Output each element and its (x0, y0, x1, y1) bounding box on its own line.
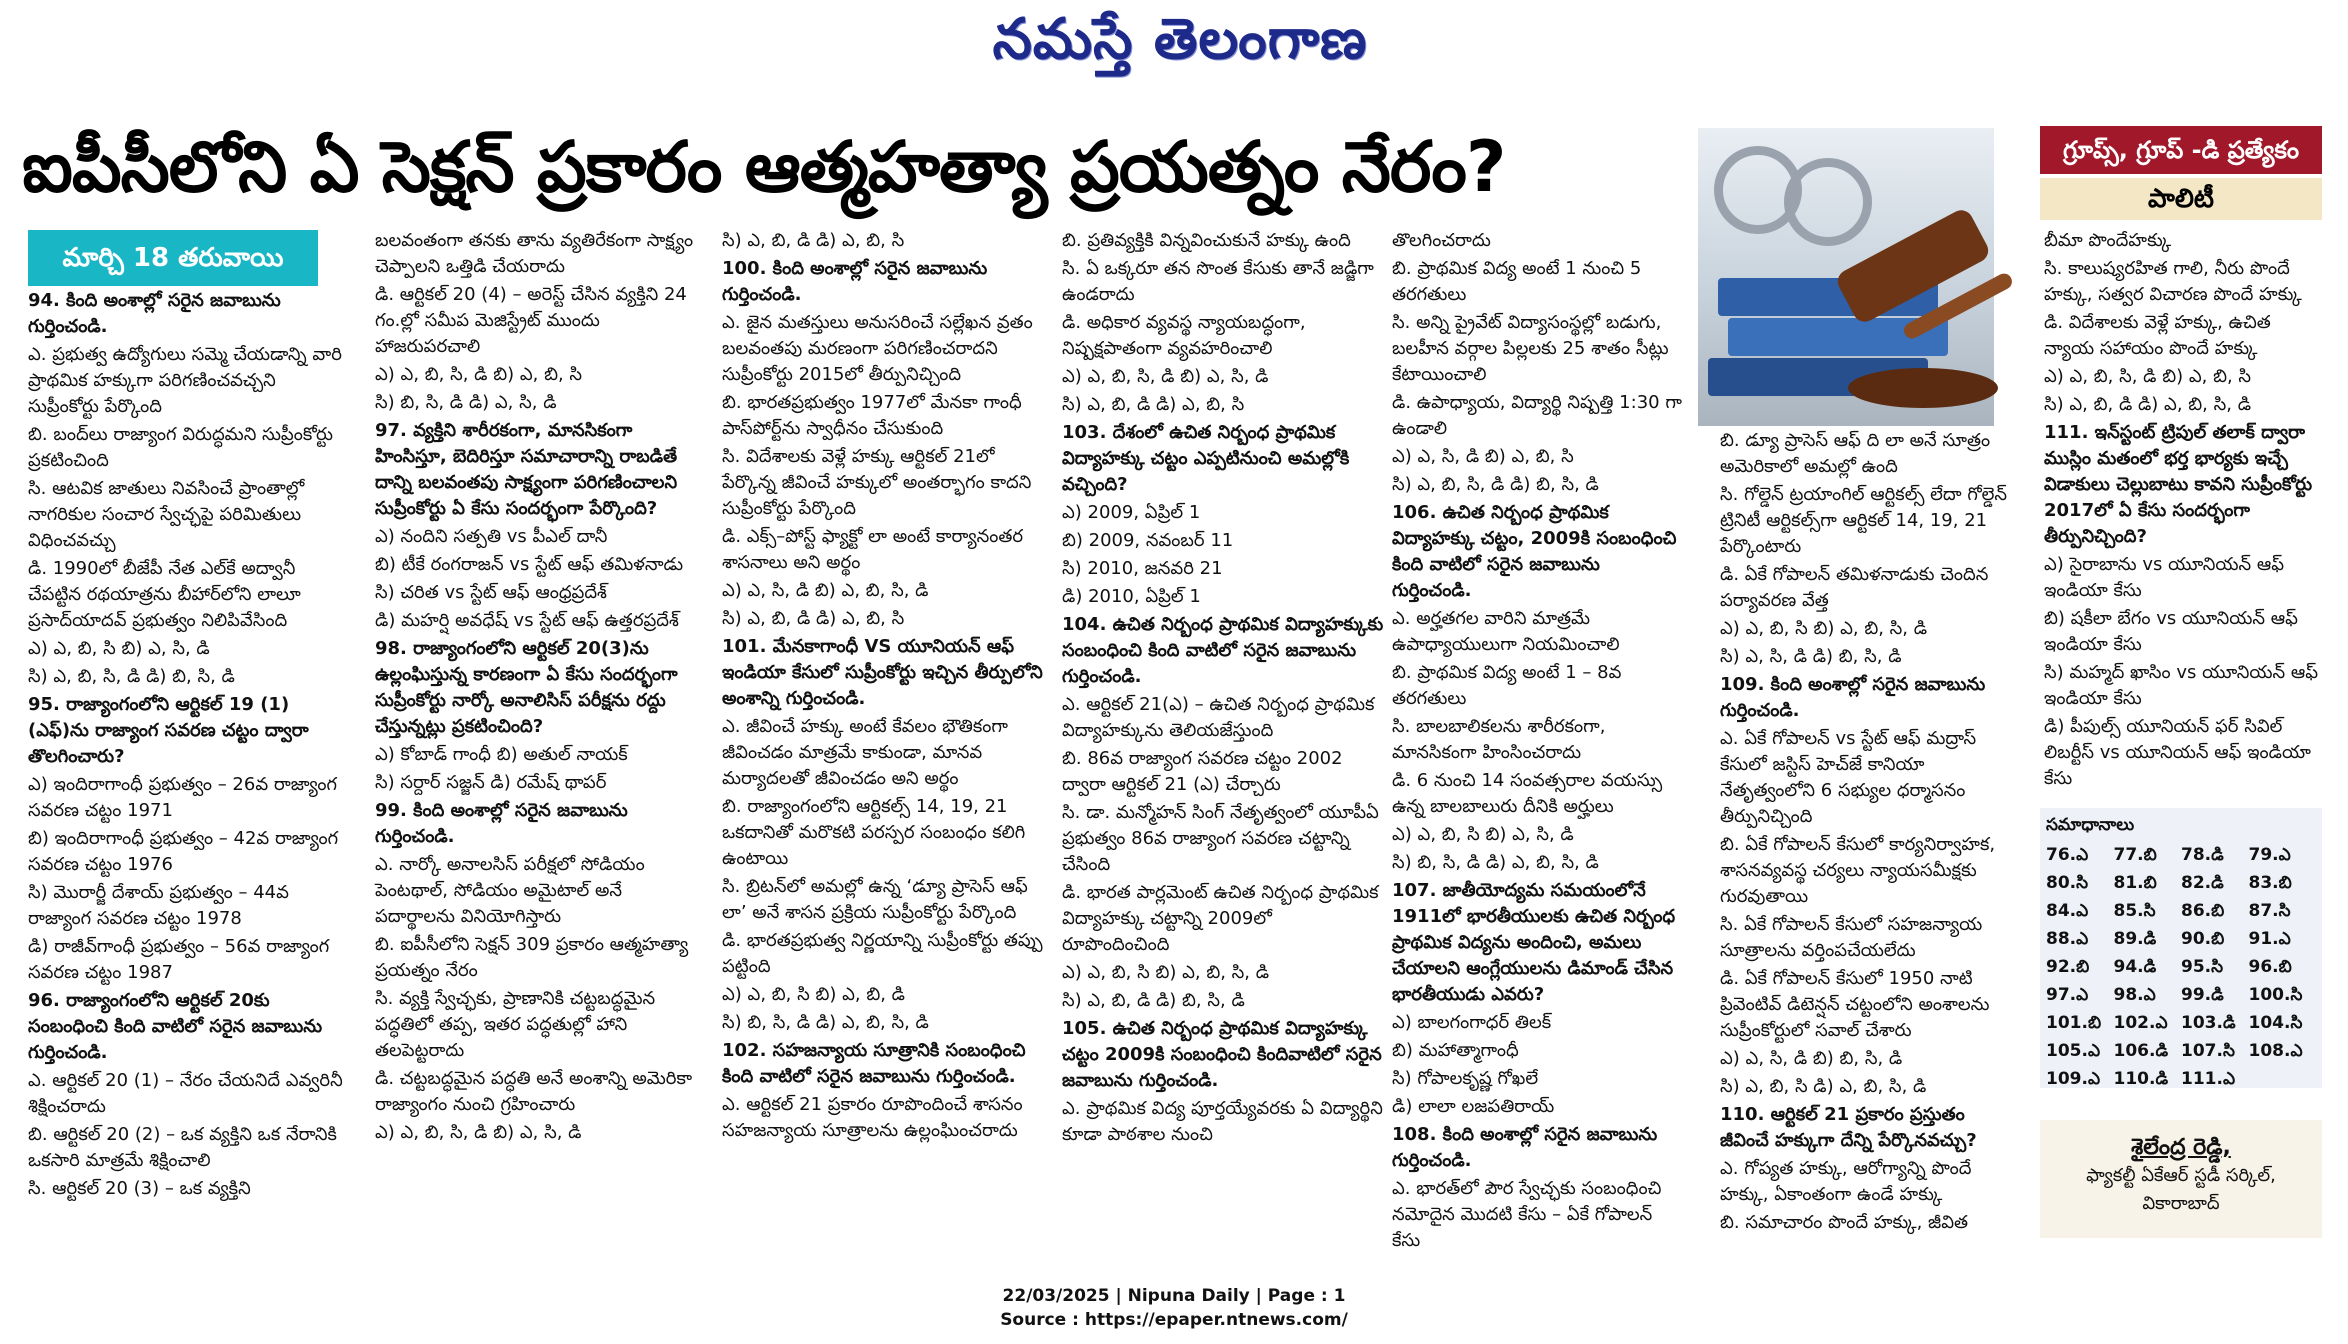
option-text: ఎ. ఆర్టికల్ 21(ఎ) – ఉచిత నిర్బంధ ప్రాథమిక విద్యాహక్కును తెలియజేస్తుంది (1062, 694, 1375, 741)
option-text: సి) మొరార్జీ దేశాయ్ ప్రభుత్వం – 44వ రాజ్యాంగ సవరణ చట్టం 1978 (28, 882, 289, 929)
option-text: ఎ) ఎ, బి, సి బి) ఎ, బి, డి (722, 984, 905, 1005)
section-tag: మార్చి 18 తరువాయి (28, 230, 318, 286)
option-text: సి) ఎ, బి, సి, డి డి) బి, సి, డి (28, 666, 235, 687)
option-text: సి) చరిత vs స్టేట్ ఆఫ్ ఆంధ్రప్రదేశ్ (375, 582, 607, 603)
option-text: సి. బ్రిటన్‌లో అమల్లో ఉన్న ‘డ్యూ ప్రాసెస్ ఆఫ్ లా’ అనే శాసన ప్రక్రియ సుప్రీంకోర్టు పేర్కొంది (722, 876, 1028, 923)
option-text: బి) టీకే రంగరాజన్ vs స్టేట్ ఆఫ్ తమిళనాడు (375, 554, 684, 575)
footer-date-line: 22/03/2025 | Nipuna Daily | Page : 1 (1002, 1286, 1346, 1306)
answer-item: 108.ఎ (2248, 1041, 2303, 1061)
page-headline: ఐపీసీలోని ఏ సెక్షన్ ప్రకారం ఆత్మహత్యా ప్రయత్నం నేరం? (22, 126, 1506, 208)
option-text: సి) ఎ, బి, సి డి) ఎ, బి, సి, డి (1720, 1076, 1927, 1097)
option-text: సి. విదేశాలకు వెళ్లే హక్కు ఆర్టికల్ 21లో పేర్కొన్న జీవించే హక్కులో అంతర్భాగం కాదని సుప్రీంకోర్టు పేర్కొంది (722, 446, 1032, 519)
answer-item: 84.ఎ (2046, 901, 2089, 921)
question-text: 102. సహజన్యాయ సూత్రానికి సంబంధించి కింది వాటిలో సరైన జవాబును గుర్తించండి. (722, 1040, 1026, 1087)
question-text: 95. రాజ్యాంగంలోని ఆర్టికల్ 19 (1) (ఎఫ్)ను రాజ్యాంగ సవరణ చట్టం ద్వారా తొలగించారు? (28, 694, 309, 767)
question-text: 97. వ్యక్తిని శారీరకంగా, మానసికంగా హింసిస్తూ, బెదిరిస్తూ సమాచారాన్ని రాబడితే దాన్ని బలవంతపు సాక్ష్యంగా పరిగణించాలని సుప్రీంకోర్టు ఏ కేసు సందర్భంగా పేర్కొంది? (375, 420, 678, 519)
option-text: ఎ. అర్హతగల వారిని మాత్రమే ఉపాధ్యాయులుగా నియమించాలి (1392, 608, 1620, 655)
option-text: డి. ఏకే గోపాలన్ తమిళనాడుకు చెందిన పర్యావరణ వేత్త (1720, 564, 1989, 611)
article-column-1 (28, 288, 350, 1238)
option-text: ఎ. ఆర్టికల్ 20 (1) – నేరం చేయనిదే ఎవ్వరినీ శిక్షించరాదు (28, 1070, 343, 1117)
option-text: డి) రాజీవ్‌గాంధీ ప్రభుత్వం – 56వ రాజ్యాంగ సవరణ చట్టం 1987 (28, 936, 330, 983)
question-text: 99. కింది అంశాల్లో సరైన జవాబును గుర్తించండి. (375, 800, 628, 847)
option-text: సి) బి, సి, డి డి) ఎ, సి, డి (375, 392, 557, 413)
answer-item: 86.బి (2181, 901, 2225, 921)
option-text: ఎ) నందిని సత్పతి vs పీఎల్ దానీ (375, 526, 608, 547)
answer-item: 94.డి (2113, 957, 2157, 977)
option-text: బి. ప్రాథమిక విద్య అంటే 1 నుంచి 5 తరగతులు (1392, 258, 1642, 305)
question-text: 111. ఇన్‌స్టంట్ ట్రిపుల్ తలాక్ ద్వారా ముస్లిం మతంలో భర్త భార్యకు ఇచ్చే విడాకులు చెల్లుబాటు కావని సుప్రీంకోర్టు 2017లో ఏ కేసు సందర్భంగా తీర్పునిచ్చింది? (2044, 422, 2313, 547)
answer-item: 78.డి (2181, 845, 2224, 865)
answer-item: 76.ఎ (2046, 845, 2089, 865)
option-text: బి. ఏకే గోపాలన్ కేసులో కార్యనిర్వాహక, శాసనవ్యవస్థ చర్యలు న్యాయసమీక్షకు గురవుతాయి (1720, 834, 1996, 907)
answers-title: సమాధానాలు (2046, 815, 2135, 835)
option-text: ఎ) ఎ, సి, డి బి) బి, సి, డి (1720, 1048, 1903, 1069)
answer-item: 104.సి (2248, 1013, 2303, 1033)
option-text: డి. ఏకే గోపాలన్ కేసులో 1950 నాటి ప్రివెంటివ్ డిటెన్షన్ చట్టంలోని అంశాలను సుప్రీంకోర్టులో సవాల్ చేశారు (1720, 968, 1990, 1041)
option-text: డి. భారత పార్లమెంట్ ఉచిత నిర్బంధ ప్రాథమిక విద్యాహక్కు చట్టాన్ని 2009లో రూపొందించింది (1062, 882, 1379, 955)
answer-item: 82.డి (2181, 873, 2224, 893)
option-text: డి) పీపుల్స్ యూనియన్ ఫర్ సివిల్ లిబర్టీస్ vs యూనియన్ ఆఫ్ ఇండియా కేసు (2044, 716, 2311, 789)
option-text: ఎ. నార్కో అనాలసిస్ పరీక్షలో సోడియం పెంటథాల్, సోడియం అమైటాల్ అనే పదార్థాలను వినియోగిస్తారు (375, 854, 645, 927)
option-text: సి. ఆటవిక జాతులు నివసించే ప్రాంతాల్లో నాగరికుల సంచార స్వేచ్ఛపై పరిమితులు విధించవచ్చు (28, 478, 305, 551)
article-column-6 (1720, 428, 2010, 1238)
answer-item: 81.బి (2113, 873, 2157, 893)
option-text: ఎ. ప్రాథమిక విద్య పూర్తయ్యేవరకు ఏ విద్యార్థిని కూడా పాఠశాల నుంచి (1062, 1098, 1383, 1145)
option-text: ఎ) ఎ, బి, సి బి) ఎ, సి, డి (28, 638, 210, 659)
answers-grid (2040, 842, 2322, 1092)
answer-item: 99.డి (2181, 985, 2224, 1005)
option-text: ఎ. గోప్యత హక్కు, ఆరోగ్యాన్ని పొందే హక్కు, ఏకాంతంగా ఉండే హక్కు (1720, 1158, 1972, 1205)
option-text: సి. కాలుష్యరహిత గాలి, నీరు పొందే హక్కు, సత్వర విచారణ పొందే హక్కు (2044, 258, 2302, 305)
answer-item: 89.డి (2113, 929, 2157, 949)
option-text: సి) ఎ, బి, డి డి) ఎ, బి, సి (722, 608, 905, 629)
option-text: ఎ) ఎ, బి, సి బి) ఎ, బి, సి, డి (1720, 618, 1928, 639)
option-text: సి. బాలబాలికలను శారీరకంగా, మానసికంగా హింసించరాదు (1392, 716, 1606, 763)
option-text: ఎ) సైరాబాను vs యూనియన్ ఆఫ్ ఇండియా కేసు (2044, 554, 2285, 601)
option-text: సి) ఎ, బి, డి డి) ఎ, బి, సి (722, 230, 905, 251)
option-text: బి) ఇందిరాగాంధీ ప్రభుత్వం – 42వ రాజ్యాంగ సవరణ చట్టం 1976 (28, 828, 339, 875)
footer-source-line: Source : https://epaper.ntnews.com/ (1000, 1310, 1348, 1330)
answer-item: 77.బి (2113, 845, 2157, 865)
option-text: బి) మహాత్మాగాంధీ (1392, 1040, 1519, 1061)
option-text: సి) 2010, జనవరి 21 (1062, 558, 1223, 579)
question-text: 109. కింది అంశాల్లో సరైన జవాబును గుర్తించండి. (1720, 674, 1986, 721)
option-text: డి. అధికార వ్యవస్థ న్యాయబద్ధంగా, నిష్పక్షపాతంగా వ్యవహరించాలి (1062, 312, 1306, 359)
option-text: బి. బంద్‌లు రాజ్యాంగ విరుద్ధమని సుప్రీంకోర్టు ప్రకటించింది (28, 424, 333, 471)
answer-item: 90.బి (2181, 929, 2225, 949)
option-text: బి. సమాచారం పొందే హక్కు, జీవిత (1720, 1212, 1969, 1233)
option-text: ఎ) ఎ, సి, డి బి) ఎ, బి, సి (1392, 446, 1574, 467)
option-text: ఎ) ఎ, సి, డి బి) ఎ, బి, సి, డి (722, 580, 929, 601)
answer-item: 101.బి (2046, 1013, 2102, 1033)
option-text: సి. ఏకే గోపాలన్ కేసులో సహజన్యాయ సూత్రాలను వర్తింపచేయలేదు (1720, 914, 1983, 961)
option-text: ఎ) ఎ, బి, సి, డి బి) ఎ, బి, సి (375, 364, 583, 385)
question-text: 98. రాజ్యాంగంలోని ఆర్టికల్ 20(3)ను ఉల్లంఘిస్తున్న కారణంగా ఏ కేసు సందర్భంగా సుప్రీంకోర్టు నార్కో అనాలిసిస్ పరీక్షను రద్దు చేస్తున్నట్లు ప్రకటించింది? (375, 638, 678, 737)
answer-item: 106.డి (2113, 1041, 2169, 1061)
article-column-4 (1062, 228, 1384, 1178)
answer-item: 100.సి (2248, 985, 2303, 1005)
option-text: సి. గోల్డెన్ ట్రయాంగిల్ ఆర్టికల్స్ లేదా గోల్డెన్ ట్రినిటీ ఆర్టికల్స్‌గా ఆర్టికల్ 14, 19, 21 పేర్కొంటారు (1720, 484, 2008, 557)
law-photo (1698, 128, 1994, 426)
option-text: బి. 86వ రాజ్యాంగ సవరణ చట్టం 2002 ద్వారా ఆర్టికల్ 21 (ఎ) చేర్చారు (1062, 748, 1343, 795)
answer-item: 98.ఎ (2113, 985, 2156, 1005)
author-box (2040, 1120, 2322, 1238)
option-text: బి. ఆర్టికల్ 20 (2) – ఒక వ్యక్తిని ఒక నేరానికి ఒకసారి మాత్రమే శిక్షించాలి (28, 1124, 337, 1171)
question-text: 110. ఆర్టికల్ 21 ప్రకారం ప్రస్తుతం జీవించే హక్కుగా దేన్ని పేర్కొనవచ్చు? (1720, 1104, 1977, 1151)
option-text: డి. ఉపాధ్యాయ, విద్యార్థి నిష్పత్తి 1:30 గా ఉండాలి (1392, 392, 1682, 439)
option-text: బి. ప్రాథమిక విద్య అంటే 1 – 8వ తరగతులు (1392, 662, 1622, 709)
answer-item: 110.డి (2113, 1069, 2169, 1089)
question-text: 103. దేశంలో ఉచిత నిర్బంధ ప్రాథమిక విద్యాహక్కు చట్టం ఎప్పటినుంచి అమల్లోకి వచ్చింది? (1062, 422, 1350, 495)
option-text: సి) బి, సి, డి డి) ఎ, బి, సి, డి (1392, 852, 1599, 873)
option-text: ఎ) ఎ, బి, సి, డి బి) ఎ, సి, డి (1062, 366, 1269, 387)
option-text: ఎ) బాలగంగాధర్ తిలక్ (1392, 1012, 1552, 1033)
option-text: సి) గోపాలకృష్ణ గోఖలే (1392, 1068, 1539, 1089)
option-text: ఎ. ఏకే గోపాలన్ vs స్టేట్ ఆఫ్ మద్రాస్ కేసులో జస్టిస్ హెచ్‌జే కానియా నేతృత్వంలోని 6 సభ్యుల ధర్మాసనం తీర్పునిచ్చింది (1720, 728, 1977, 827)
masthead-logo: నమస్తే తెలంగాణ (992, 6, 1368, 72)
option-text: ఎ. భారత్‌లో పౌర స్వేచ్ఛకు సంబంధించి నమోదైన మొదటి కేసు – ఏకే గోపాలన్ కేసు (1392, 1178, 1662, 1251)
option-text: డి. ఎక్స్‌–పోస్ట్ ఫ్యాక్టో లా అంటే కార్యానంతర శాసనాలు అని అర్థం (722, 526, 1024, 573)
option-text: డి) మహర్షి అవధేష్ vs స్టేట్ ఆఫ్ ఉత్తరప్రదేశ్ (375, 610, 679, 631)
option-text: బలవంతంగా తనకు తాను వ్యతిరేకంగా సాక్ష్యం చెప్పాలని ఒత్తిడి చేయరాదు (375, 230, 694, 277)
option-text: సి) ఎ, బి, డి డి) ఎ, బి, సి (1062, 394, 1245, 415)
section-header: గ్రూప్స్, గ్రూప్ -డి ప్రత్యేకం (2040, 126, 2322, 174)
question-text: 108. కింది అంశాల్లో సరైన జవాబును గుర్తించండి. (1392, 1124, 1658, 1171)
article-column-5 (1392, 228, 1682, 1251)
answer-item: 83.బి (2248, 873, 2292, 893)
option-text: బి. రాజ్యాంగంలోని ఆర్టికల్స్ 14, 19, 21 ఒకదానితో మరొకటి పరస్పర సంబంధం కలిగి ఉంటాయి (722, 796, 1026, 869)
option-text: సి. ఏ ఒక్కరూ తన సొంత కేసుకు తానే జడ్జిగా ఉండరాదు (1062, 258, 1374, 305)
question-text: 96. రాజ్యాంగంలోని ఆర్టికల్ 20కు సంబంధించి కింది వాటిలో సరైన జవాబును గుర్తించండి. (28, 990, 323, 1063)
option-text: డి. విదేశాలకు వెళ్లే హక్కు, ఉచిత న్యాయ సహాయం పొందే హక్కు (2044, 312, 2271, 359)
option-text: ఎ. ఆర్టికల్ 21 ప్రకారం రూపొందించే శాసనం సహజన్యాయ సూత్రాలను ఉల్లంఘించరాదు (722, 1094, 1023, 1141)
question-text: 104. ఉచిత నిర్బంధ ప్రాథమిక విద్యాహక్కుకు సంబంధించి కింది వాటిలో సరైన జవాబును గుర్తించండి. (1062, 614, 1384, 687)
article-column-7 (2044, 228, 2326, 798)
option-text: ఎ. జీవించే హక్కు అంటే కేవలం భౌతికంగా జీవించడం మాత్రమే కాకుండా, మానవ మర్యాదలతో జీవించడం అని అర్థం (722, 716, 1008, 789)
answer-item: 103.డి (2181, 1013, 2236, 1033)
option-text: ఎ) కోబాడ్ గాంధీ బి) అతుల్ నాయక్ (375, 744, 628, 765)
answer-item: 95.సి (2181, 957, 2224, 977)
question-text: 107. జాతీయోద్యమ సమయంలోనే 1911లో భారతీయులకు ఉచిత నిర్బంధ ప్రాథమిక విద్యను అందించి, అమలు చేయాలని ఆంగ్లేయులను డిమాండ్ చేసిన భారతీయుడు ఎవరు? (1392, 880, 1676, 1005)
author-place: వికారాబాద్ (2142, 1193, 2220, 1214)
option-text: డి. భారతప్రభుత్వ నిర్ణయాన్ని సుప్రీంకోర్టు తప్పు పట్టింది (722, 930, 1043, 977)
option-text: బి. భారతప్రభుత్వం 1977లో మేనకా గాంధీ పాస్‌పోర్ట్‌ను స్వాధీనం చేసుకుంది (722, 392, 1022, 439)
author-role: ఫ్యాకల్టీ ఏకేఆర్ స్టడీ సర్కిల్, (2086, 1165, 2276, 1186)
option-text: బి) షకీలా బేగం vs యూనియన్ ఆఫ్ ఇండియా కేసు (2044, 608, 2298, 655)
author-name: శైలేంద్ర రెడ్డి, (2131, 1135, 2231, 1160)
question-text: 94. కింది అంశాల్లో సరైన జవాబును గుర్తించండి. (28, 290, 281, 337)
question-text: 100. కింది అంశాల్లో సరైన జవాబును గుర్తించండి. (722, 258, 988, 305)
option-text: బి) 2009, నవంబర్ 11 (1062, 530, 1234, 551)
question-text: 101. మేనకాగాంధీ VS యూనియన్ ఆఫ్ ఇండియా కేసులో సుప్రీంకోర్టు ఇచ్చిన తీర్పులోని అంశాన్ని గుర్తించండి. (722, 636, 1043, 709)
answer-item: 79.ఎ (2248, 845, 2291, 865)
answer-item: 102.ఎ (2113, 1013, 2168, 1033)
answer-item: 111.ఎ (2181, 1069, 2236, 1089)
option-text: డి. 1990లో బీజేపీ నేత ఎల్‌కే అద్వానీ చేపట్టిన రథయాత్రను బీహార్‌లోని లాలూ ప్రసాద్‌యాదవ్ ప్రభుత్వం నిలిపివేసింది (28, 558, 301, 631)
option-text: తొలగించరాదు (1392, 230, 1491, 251)
option-text: ఎ. జైన మతస్తులు అనుసరించే సల్లేఖన వ్రతం బలవంతపు మరణంగా పరిగణించరాదని సుప్రీంకోర్టు 2015లో తీర్పునిచ్చింది (722, 312, 1033, 385)
option-text: సి) ఎ, బి, సి, డి డి) బి, సి, డి (1392, 474, 1599, 495)
option-text: బి. డ్యూ ప్రాసెస్ ఆఫ్ ది లా అనే సూత్రం అమెరికాలో అమల్లో ఉంది (1720, 430, 1991, 477)
answer-item: 88.ఎ (2046, 929, 2089, 949)
option-text: సి) ఎ, సి, డి డి) బి, సి, డి (1720, 646, 1902, 667)
option-text: ఎ) ఎ, బి, సి, డి బి) ఎ, సి, డి (375, 1122, 582, 1143)
option-text: బీమా పొందేహక్కు (2044, 230, 2172, 251)
article-column-2 (375, 228, 697, 1178)
option-text: బి. ప్రతివ్యక్తికి విన్నవించుకునే హక్కు ఉంది (1062, 230, 1351, 251)
option-text: ఎ) ఇందిరాగాంధీ ప్రభుత్వం – 26వ రాజ్యాంగ సవరణ చట్టం 1971 (28, 774, 338, 821)
section-subheader: పాలిటీ (2040, 178, 2322, 220)
option-text: సి) సర్దార్ సజ్జన్ డి) రమేష్ థాపర్ (375, 772, 607, 793)
option-text: సి. వ్యక్తి స్వేచ్ఛకు, ప్రాణానికి చట్టబద్ధమైన పద్ధతిలో తప్ప, ఇతర పద్ధతుల్లో హాని తలపెట్టరాదు (375, 988, 656, 1061)
answer-item: 109.ఎ (2046, 1069, 2101, 1089)
option-text: ఎ) ఎ, బి, సి బి) ఎ, సి, డి (1392, 824, 1574, 845)
answers-box (2040, 808, 2322, 1088)
option-text: సి) ఎ, బి, డి డి) బి, సి, డి (1062, 990, 1245, 1011)
option-text: డి) 2010, ఏప్రిల్ 1 (1062, 586, 1201, 607)
option-text: సి) బి, సి, డి డి) ఎ, బి, సి, డి (722, 1012, 929, 1033)
option-text: సి. డా. మన్మోహన్ సింగ్ నేతృత్వంలో యూపీఏ ప్రభుత్వం 86వ రాజ్యాంగ సవరణ చట్టాన్ని చేసింది (1062, 802, 1379, 875)
answer-item: 105.ఎ (2046, 1041, 2101, 1061)
option-text: సి) మహ్మద్ ఖాసిం vs యూనియన్ ఆఫ్ ఇండియా కేసు (2044, 662, 2318, 709)
option-text: సి) ఎ, బి, డి డి) ఎ, బి, సి, డి (2044, 394, 2252, 415)
question-text: 105. ఉచిత నిర్బంధ ప్రాథమిక విద్యాహక్కు చట్టం 2009కి సంబంధించి కిందివాటిలో సరైన జవాబును గుర్తించండి. (1062, 1018, 1382, 1091)
article-column-3 (722, 228, 1044, 1178)
option-text: డి. 6 నుంచి 14 సంవత్సరాల వయస్సు ఉన్న బాలబాలురు దీనికి అర్హులు (1392, 770, 1663, 817)
answer-item: 91.ఎ (2248, 929, 2291, 949)
option-text: ఎ. ప్రభుత్వ ఉద్యోగులు సమ్మె చేయడాన్ని వారి ప్రాథమిక హక్కుగా పరిగణించవచ్చని సుప్రీంకోర్టు పేర్కొంది (28, 344, 342, 417)
question-text: 106. ఉచిత నిర్బంధ ప్రాథమిక విద్యాహక్కు చట్టం, 2009కి సంబంధించి కింది వాటిలో సరైన జవాబును గుర్తించండి. (1392, 502, 1677, 601)
option-text: సి. ఆర్టికల్ 20 (3) – ఒక వ్యక్తిని (28, 1178, 251, 1199)
answer-item: 87.సి (2248, 901, 2291, 921)
answer-item: 80.సి (2046, 873, 2089, 893)
answer-item: 96.బి (2248, 957, 2292, 977)
answer-item: 92.బి (2046, 957, 2090, 977)
option-text: సి. అన్ని ప్రైవేట్ విద్యాసంస్థల్లో బడుగు, బలహీన వర్గాల పిల్లలకు 25 శాతం సీట్లు కేటాయించాలి (1392, 312, 1669, 385)
option-text: బి. ఐపీసీలోని సెక్షన్ 309 ప్రకారం ఆత్మహత్యా ప్రయత్నం నేరం (375, 934, 689, 981)
answer-item: 97.ఎ (2046, 985, 2089, 1005)
answer-item: 85.సి (2113, 901, 2156, 921)
page-footer (900, 1284, 1448, 1332)
option-text: డి. ఆర్టికల్ 20 (4) – అరెస్ట్ చేసిన వ్యక్తిని 24 గం.ల్లో సమీప మెజిస్ట్రేట్ ముందు హాజరుపరచాలి (375, 284, 687, 357)
option-text: ఎ) 2009, ఏప్రిల్ 1 (1062, 502, 1201, 523)
option-text: ఎ) ఎ, బి, సి బి) ఎ, బి, సి, డి (1062, 962, 1270, 983)
answer-item: 107.సి (2181, 1041, 2235, 1061)
option-text: డి. చట్టబద్ధమైన పద్ధతి అనే అంశాన్ని అమెరికా రాజ్యాంగం నుంచి గ్రహించారు (375, 1068, 693, 1115)
option-text: ఎ) ఎ, బి, సి, డి బి) ఎ, బి, సి (2044, 366, 2252, 387)
option-text: డి) లాలా లజపతిరాయ్ (1392, 1096, 1555, 1117)
